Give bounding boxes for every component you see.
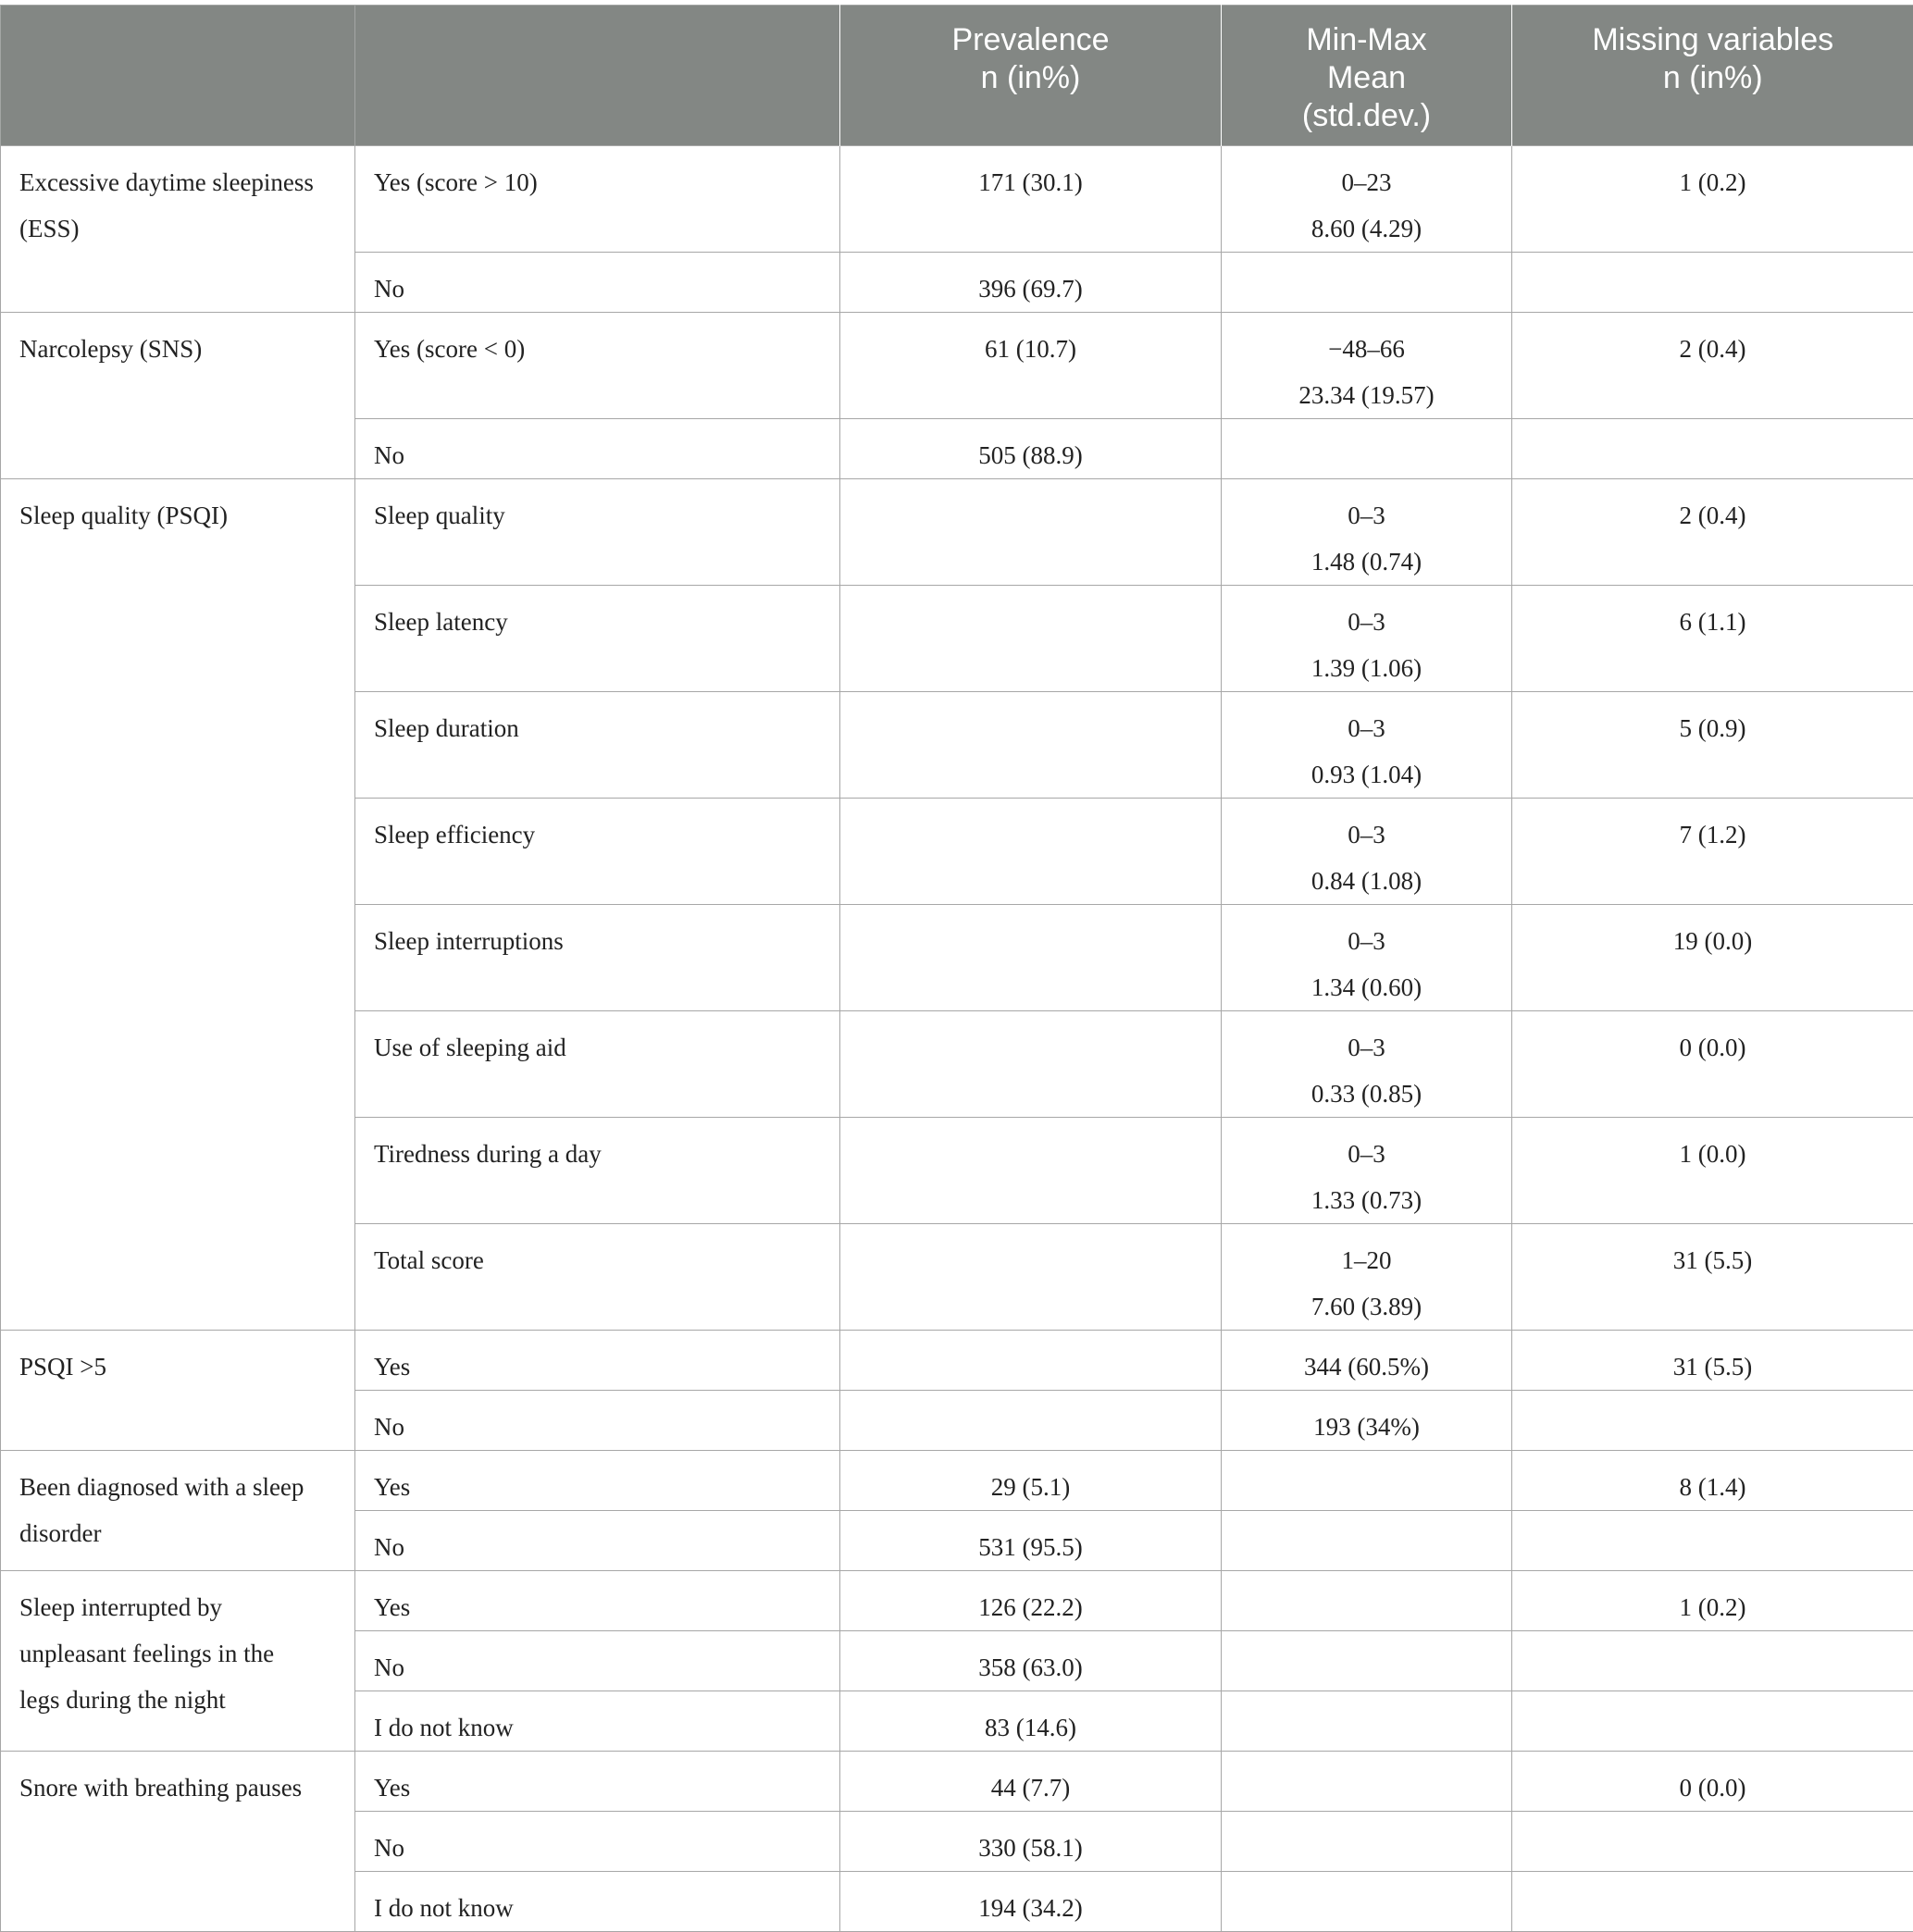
min-max-mean-cell — [1222, 1571, 1512, 1631]
prevalence-cell — [840, 1331, 1222, 1391]
subcategory-cell: I do not know — [355, 1691, 840, 1752]
min-max-mean-cell — [1222, 146, 1512, 253]
prevalence-cell — [840, 1011, 1222, 1118]
missing-cell: 1 (0.2) — [1512, 1571, 1913, 1631]
cell-line: 8.60 (4.29) — [1227, 205, 1506, 252]
header-line: n (in%) — [850, 59, 1211, 97]
cell-line: 1.48 (0.74) — [1227, 539, 1506, 585]
header-line: Mean — [1231, 59, 1502, 97]
cell-line: Sleep interrupted by — [19, 1584, 336, 1630]
missing-cell — [1512, 1511, 1913, 1571]
cell-line: 0–3 — [1227, 705, 1506, 751]
min-max-mean-cell — [1222, 692, 1512, 799]
min-max-mean-cell — [1222, 1631, 1512, 1691]
min-max-mean-cell — [1222, 253, 1512, 313]
prevalence-cell: 396 (69.7) — [840, 253, 1222, 313]
table-row — [1, 1331, 1913, 1391]
header-line: n (in%) — [1522, 59, 1905, 97]
cell-line: 0.33 (0.85) — [1227, 1071, 1506, 1117]
missing-cell — [1512, 1872, 1913, 1932]
table-row — [1, 479, 1913, 586]
subcategory-cell: No — [355, 419, 840, 479]
min-max-mean-cell — [1222, 1691, 1512, 1752]
min-max-mean-cell — [1222, 1511, 1512, 1571]
missing-cell — [1512, 1812, 1913, 1872]
category-cell — [1, 146, 355, 313]
header-line: Missing variables — [1522, 21, 1905, 59]
min-max-mean-cell — [1222, 1331, 1512, 1391]
category-cell — [1, 1451, 355, 1571]
subcategory-cell: Sleep interruptions — [355, 905, 840, 1011]
subcategory-cell: Yes — [355, 1331, 840, 1391]
cell-line: (ESS) — [19, 205, 336, 252]
cell-line: 0–3 — [1227, 811, 1506, 858]
min-max-mean-cell — [1222, 905, 1512, 1011]
cell-line: 0–23 — [1227, 159, 1506, 205]
missing-cell: 2 (0.4) — [1512, 313, 1913, 419]
subcategory-cell: Sleep efficiency — [355, 799, 840, 905]
subcategory-cell: No — [355, 1812, 840, 1872]
header-subcategory — [355, 6, 840, 146]
header-line: (std.dev.) — [1231, 97, 1502, 135]
missing-cell — [1512, 1691, 1913, 1752]
category-cell — [1, 313, 355, 479]
header-min-max-mean — [1222, 6, 1512, 146]
subcategory-cell: No — [355, 1511, 840, 1571]
prevalence-cell: 61 (10.7) — [840, 313, 1222, 419]
subcategory-cell: Yes — [355, 1571, 840, 1631]
table-row — [1, 1451, 1913, 1511]
cell-line: 0–3 — [1227, 1024, 1506, 1071]
cell-line: Sleep quality (PSQI) — [19, 492, 336, 539]
cell-line: 23.34 (19.57) — [1227, 372, 1506, 418]
prevalence-cell: 194 (34.2) — [840, 1872, 1222, 1932]
header-line: Min-Max — [1231, 21, 1502, 59]
cell-line: Excessive daytime sleepiness — [19, 159, 336, 205]
cell-line: Snore with breathing pauses — [19, 1765, 336, 1811]
table-container — [0, 5, 1913, 1932]
missing-cell: 5 (0.9) — [1512, 692, 1913, 799]
subcategory-cell: Yes — [355, 1451, 840, 1511]
prevalence-cell: 83 (14.6) — [840, 1691, 1222, 1752]
table-row — [1, 1752, 1913, 1812]
subcategory-cell: Total score — [355, 1224, 840, 1331]
min-max-mean-cell — [1222, 1752, 1512, 1812]
missing-cell: 1 (0.0) — [1512, 1118, 1913, 1224]
cell-line: unpleasant feelings in the — [19, 1630, 336, 1677]
subcategory-cell: No — [355, 253, 840, 313]
prevalence-cell — [840, 1391, 1222, 1451]
table-row — [1, 146, 1913, 253]
missing-cell: 1 (0.2) — [1512, 146, 1913, 253]
cell-line: 344 (60.5%) — [1227, 1344, 1506, 1390]
sleep-results-table — [0, 5, 1913, 1932]
category-cell — [1, 1331, 355, 1451]
min-max-mean-cell — [1222, 1224, 1512, 1331]
missing-cell: 8 (1.4) — [1512, 1451, 1913, 1511]
prevalence-cell — [840, 1118, 1222, 1224]
cell-line: 0–3 — [1227, 1131, 1506, 1177]
min-max-mean-cell — [1222, 1812, 1512, 1872]
header-line: Prevalence — [850, 21, 1211, 59]
cell-line: legs during the night — [19, 1677, 336, 1723]
prevalence-cell: 171 (30.1) — [840, 146, 1222, 253]
category-cell — [1, 1571, 355, 1752]
prevalence-cell: 44 (7.7) — [840, 1752, 1222, 1812]
min-max-mean-cell — [1222, 313, 1512, 419]
missing-cell: 0 (0.0) — [1512, 1011, 1913, 1118]
cell-line: 0–3 — [1227, 599, 1506, 645]
subcategory-cell: No — [355, 1391, 840, 1451]
prevalence-cell — [840, 905, 1222, 1011]
missing-cell: 6 (1.1) — [1512, 586, 1913, 692]
prevalence-cell: 505 (88.9) — [840, 419, 1222, 479]
prevalence-cell: 330 (58.1) — [840, 1812, 1222, 1872]
subcategory-cell: No — [355, 1631, 840, 1691]
subcategory-cell: Use of sleeping aid — [355, 1011, 840, 1118]
min-max-mean-cell — [1222, 479, 1512, 586]
subcategory-cell: Sleep duration — [355, 692, 840, 799]
cell-line: 1–20 — [1227, 1237, 1506, 1283]
missing-cell — [1512, 1631, 1913, 1691]
category-cell — [1, 1752, 355, 1932]
cell-line: −48–66 — [1227, 326, 1506, 372]
cell-line: Narcolepsy (SNS) — [19, 326, 336, 372]
cell-line: 0–3 — [1227, 492, 1506, 539]
prevalence-cell: 126 (22.2) — [840, 1571, 1222, 1631]
missing-cell — [1512, 419, 1913, 479]
subcategory-cell: I do not know — [355, 1872, 840, 1932]
missing-cell: 2 (0.4) — [1512, 479, 1913, 586]
prevalence-cell: 29 (5.1) — [840, 1451, 1222, 1511]
prevalence-cell: 531 (95.5) — [840, 1511, 1222, 1571]
category-cell — [1, 479, 355, 1331]
min-max-mean-cell — [1222, 1011, 1512, 1118]
min-max-mean-cell — [1222, 1118, 1512, 1224]
header-prevalence — [840, 6, 1222, 146]
missing-cell: 0 (0.0) — [1512, 1752, 1913, 1812]
table-row — [1, 313, 1913, 419]
prevalence-cell — [840, 479, 1222, 586]
header-missing-variables — [1512, 6, 1913, 146]
header-row — [1, 6, 1913, 146]
missing-cell: 7 (1.2) — [1512, 799, 1913, 905]
min-max-mean-cell — [1222, 586, 1512, 692]
subcategory-cell: Sleep latency — [355, 586, 840, 692]
min-max-mean-cell — [1222, 1451, 1512, 1511]
subcategory-cell: Yes (score > 10) — [355, 146, 840, 253]
subcategory-cell: Yes (score < 0) — [355, 313, 840, 419]
missing-cell — [1512, 1391, 1913, 1451]
table-row — [1, 1571, 1913, 1631]
min-max-mean-cell — [1222, 1872, 1512, 1932]
missing-cell: 19 (0.0) — [1512, 905, 1913, 1011]
missing-cell: 31 (5.5) — [1512, 1331, 1913, 1391]
min-max-mean-cell — [1222, 1391, 1512, 1451]
cell-line: 0.84 (1.08) — [1227, 858, 1506, 904]
subcategory-cell: Sleep quality — [355, 479, 840, 586]
table-body — [1, 146, 1913, 1932]
cell-line: 0.93 (1.04) — [1227, 751, 1506, 798]
cell-line: 7.60 (3.89) — [1227, 1283, 1506, 1330]
cell-line: 1.33 (0.73) — [1227, 1177, 1506, 1223]
cell-line: Been diagnosed with a sleep — [19, 1464, 336, 1510]
prevalence-cell — [840, 1224, 1222, 1331]
cell-line: 1.34 (0.60) — [1227, 964, 1506, 1010]
prevalence-cell — [840, 586, 1222, 692]
prevalence-cell — [840, 692, 1222, 799]
prevalence-cell — [840, 799, 1222, 905]
cell-line: 0–3 — [1227, 918, 1506, 964]
subcategory-cell: Tiredness during a day — [355, 1118, 840, 1224]
missing-cell — [1512, 253, 1913, 313]
cell-line: disorder — [19, 1510, 336, 1556]
missing-cell: 31 (5.5) — [1512, 1224, 1913, 1331]
min-max-mean-cell — [1222, 419, 1512, 479]
table-header — [1, 6, 1913, 146]
cell-line: PSQI >5 — [19, 1344, 336, 1390]
header-category — [1, 6, 355, 146]
prevalence-cell: 358 (63.0) — [840, 1631, 1222, 1691]
min-max-mean-cell — [1222, 799, 1512, 905]
cell-line: 1.39 (1.06) — [1227, 645, 1506, 691]
cell-line: 193 (34%) — [1227, 1404, 1506, 1450]
subcategory-cell: Yes — [355, 1752, 840, 1812]
